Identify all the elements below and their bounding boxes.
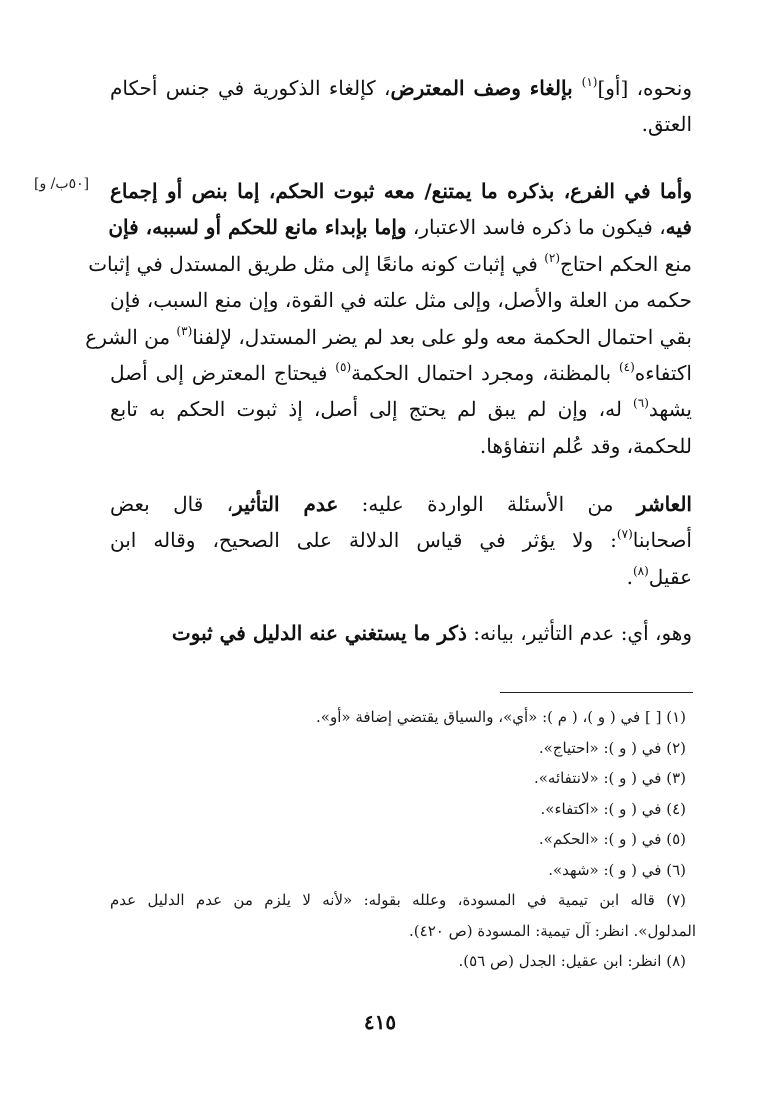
text-run: . bbox=[626, 564, 633, 589]
text-run: ذكر ما يستغني عنه الدليل في ثبوت bbox=[171, 621, 467, 645]
footnote-line: (٨) انظر: ابن عقيل: الجدل (ص ٥٦). bbox=[458, 952, 686, 970]
footnote-line: (٢) في ( و ): «احتياج». bbox=[538, 738, 686, 757]
footnote-marker: (٨) bbox=[632, 563, 649, 578]
footnote-line: (٦) في ( و ): «شهد». bbox=[548, 860, 686, 879]
text-line bbox=[110, 615, 692, 651]
text-run: أصحابنا bbox=[632, 528, 692, 553]
text-run: يشهد bbox=[648, 397, 692, 422]
footnotes bbox=[110, 702, 696, 977]
paragraph-4 bbox=[110, 615, 692, 651]
text-run: فيه bbox=[665, 215, 692, 240]
manuscript-folio-reference: [٥٠ب/ و] bbox=[34, 176, 90, 192]
text-run: بإلغاء وصف المعترض bbox=[390, 76, 582, 100]
footnote-line: (١) [ ] في ( و )، ( م ): «أي»، والسياق يقتضي إضافة «أو». bbox=[316, 708, 686, 726]
text-run: وهو، أي: عدم التأثير، بيانه: bbox=[466, 621, 692, 645]
text-run: حكمه من العلة والأصل، وإلى مثل علته في القوة، وإن منع السبب، فإن bbox=[110, 288, 692, 313]
text-run: ، كإلغاء الذكورية في جنس أحكام bbox=[110, 76, 391, 100]
footnote-marker: (٧) bbox=[616, 527, 633, 542]
footnote-line: (٧) قاله ابن تيمية في المسودة، وعلله بقوله: «لأنه لا يلزم من عدم الدليل عدم bbox=[110, 891, 686, 909]
text-run: : ولا يؤثر في قياس الدلالة على الصحيح، وقاله ابن bbox=[110, 528, 617, 553]
text-run: بالمظنة، ومجرد احتمال الحكمة bbox=[351, 360, 619, 385]
text-line bbox=[85, 319, 692, 355]
footnote-marker: (٥) bbox=[335, 359, 352, 374]
text-run: عقيل bbox=[648, 564, 692, 589]
page-number: ٤١٥ bbox=[363, 1010, 397, 1034]
text-line bbox=[110, 173, 692, 209]
text-run: له، وإن لم يبق لم يحتج إلى أصل، إذ ثبوت الحكم به تابع bbox=[110, 397, 634, 422]
text-line bbox=[88, 246, 692, 282]
text-run: للحكمة، وقد عُلم انتفاؤها. bbox=[479, 433, 692, 458]
text-line bbox=[110, 70, 692, 106]
footnote-marker: (٦) bbox=[633, 396, 649, 411]
footnote-marker: (١) bbox=[581, 75, 598, 89]
text-run: من الأسئلة الواردة عليه: bbox=[338, 492, 637, 516]
text-run: عدم التأثير bbox=[233, 492, 339, 516]
text-run: ، فيكون ما ذكره فاسد الاعتبار، bbox=[406, 215, 666, 240]
text-run: وإما بإبداء مانع للحكم أو لسببه، فإن bbox=[108, 215, 407, 240]
text-line bbox=[110, 106, 692, 142]
text-run: في إثبات كونه مانعًا إلى مثل طريق المستدل في إثبات bbox=[88, 251, 545, 276]
text-line bbox=[110, 486, 692, 522]
text-line bbox=[110, 209, 692, 245]
paragraph-2 bbox=[85, 173, 692, 464]
footnote-marker: (٤) bbox=[618, 359, 635, 374]
text-line bbox=[110, 522, 692, 558]
text-run: منع الحكم احتاج bbox=[560, 251, 692, 276]
text-run: بقي احتمال الحكمة معه ولو على بعد لم يضر المستدل، لإلفنا bbox=[192, 324, 692, 349]
paragraph-1 bbox=[110, 70, 692, 143]
footnote-marker: (٢) bbox=[544, 250, 561, 265]
footnote-line: (٥) في ( و ): «الحكم». bbox=[538, 830, 686, 848]
text-line bbox=[110, 282, 692, 318]
text-run: ، قال بعض bbox=[110, 492, 234, 516]
text-line bbox=[110, 559, 692, 595]
footnote-line: (٤) في ( و ): «اكتفاء». bbox=[540, 799, 686, 818]
text-run: وأما في الفرع، بذكره ما يمتنع/ معه ثبوت الحكم، إما بنص أو إجماع bbox=[110, 179, 692, 203]
text-run: ونحوه، [أو] bbox=[597, 76, 692, 100]
footnote-separator bbox=[500, 692, 693, 693]
footnote-line: المدلول». انظر: آل تيمية: المسودة (ص ٤٢٠). bbox=[409, 921, 696, 940]
text-line bbox=[110, 355, 692, 391]
footnote-marker: (٣) bbox=[176, 323, 193, 338]
text-run: العتق. bbox=[641, 112, 692, 137]
text-run: اكتفاءه bbox=[634, 360, 692, 385]
text-line bbox=[110, 428, 692, 464]
text-run: من الشرع bbox=[85, 324, 177, 349]
footnote-line: (٣) في ( و ): «لانتفائه». bbox=[533, 769, 686, 787]
text-run: فيحتاج المعترض إلى أصل bbox=[110, 360, 336, 385]
text-line bbox=[110, 391, 692, 427]
text-run: العاشر bbox=[636, 492, 692, 516]
paragraph-3 bbox=[110, 486, 692, 595]
